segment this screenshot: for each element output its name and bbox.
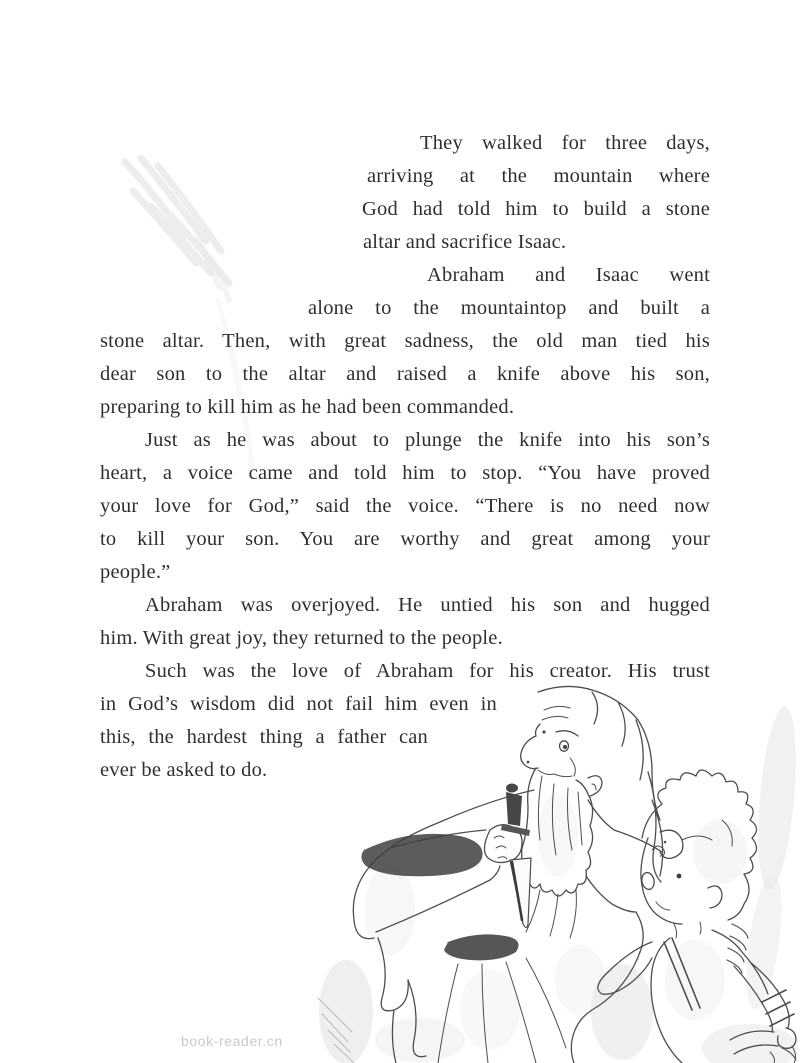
- background-washes: [319, 705, 800, 1063]
- watermark: book-reader.cn: [181, 1033, 283, 1049]
- text-line: heart, a voice came and told him to stop. “You have proved: [100, 462, 710, 484]
- text-line: him. With great joy, they returned to the people.: [100, 627, 503, 649]
- text-line: stone altar. Then, with great sadness, the old man tied his: [100, 330, 710, 352]
- text-line: your love for God,” said the voice. “There is no need now: [100, 495, 710, 517]
- dagger: [501, 784, 531, 928]
- text-line: to kill your son. You are worthy and great among your: [100, 528, 710, 550]
- text-line: alone to the mountaintop and built a: [308, 297, 710, 319]
- text-line: Abraham and Isaac went: [427, 264, 710, 286]
- text-line: ever be asked to do.: [100, 759, 268, 781]
- text-line: arriving at the mountain where: [367, 165, 710, 187]
- text-line: people.”: [100, 561, 171, 583]
- text-line: this, the hardest thing a father can: [100, 726, 428, 748]
- text-line: Just as he was about to plunge the knife into his son’s: [145, 429, 710, 451]
- text-line: They walked for three days,: [420, 132, 710, 154]
- text-line: preparing to kill him as he had been commanded.: [100, 396, 515, 418]
- text-line: Abraham was overjoyed. He untied his son and hugged: [145, 594, 710, 616]
- text-line: altar and sacrifice Isaac.: [363, 231, 567, 253]
- text-line: dear son to the altar and raised a knife above his son,: [100, 363, 710, 385]
- text-line: God had told him to build a stone: [362, 198, 710, 220]
- text-line: in God’s wisdom did not fail him even in: [100, 693, 497, 715]
- text-line: Such was the love of Abraham for his creator. His trust: [145, 660, 710, 682]
- abraham-isaac-illustration: [330, 680, 800, 1063]
